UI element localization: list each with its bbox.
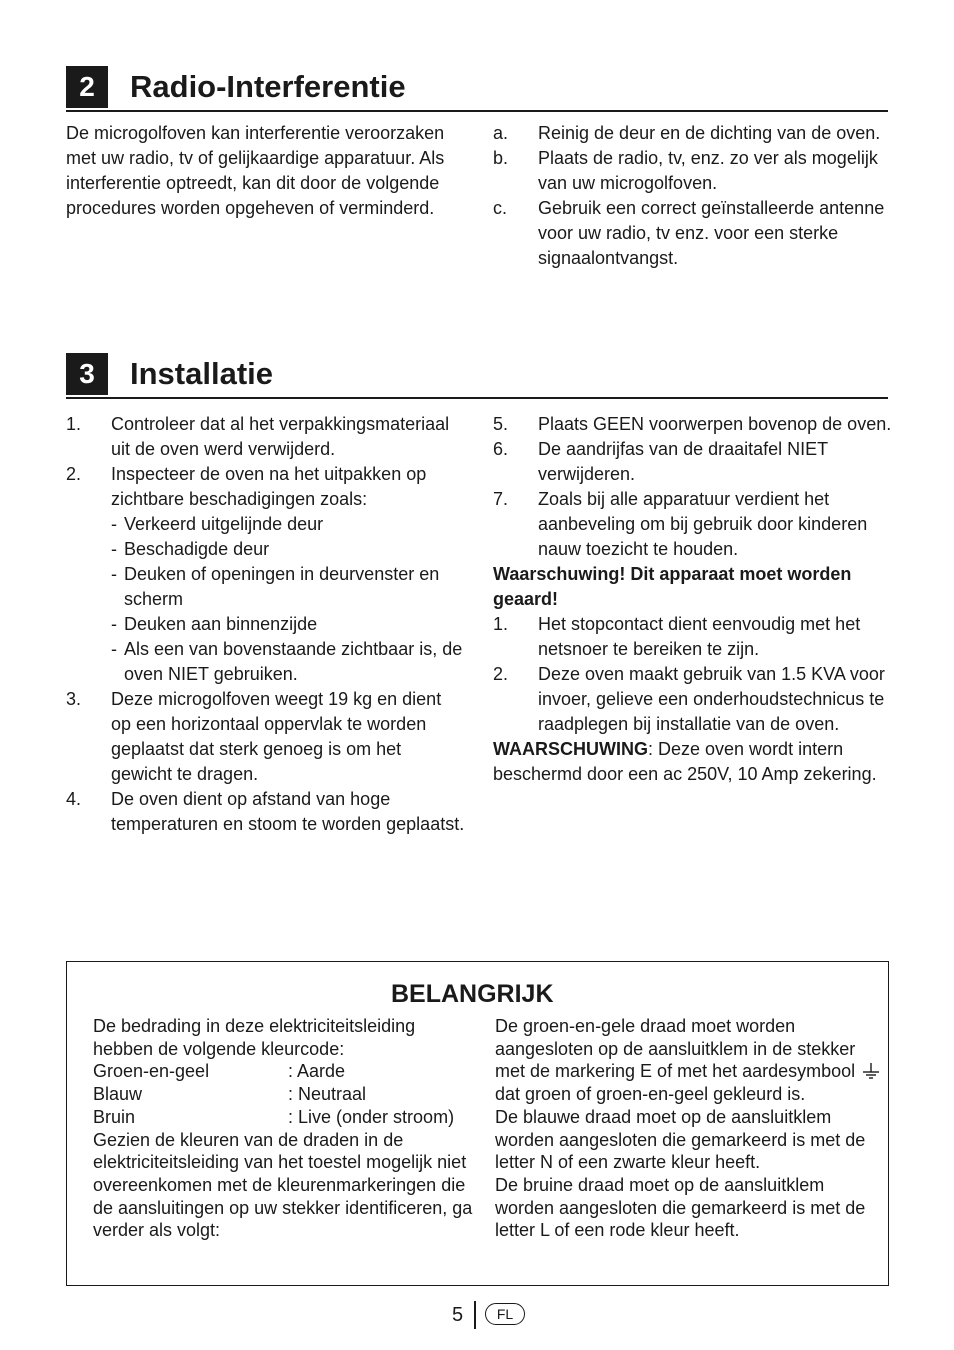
section-2-right-column xyxy=(493,121,893,271)
list-item-marker: 1. xyxy=(66,414,82,434)
wire-meaning: : Live (onder stroom) xyxy=(288,1106,455,1127)
blue-wire-instruction: De blauwe draad moet op de aansluitklem worden aangesloten die gemarkeerd is met de letter N of een zwarte kleur heeft. xyxy=(495,1106,866,1173)
damage-list xyxy=(111,512,466,687)
wiring-outro: Gezien de kleuren van de draden in de elektriciteitsleiding van het toestel mogelijk niet overeenkomen met de kleurenmarkeringen die de aansluitingen op uw stekker identificeren, ga verder als volgt: xyxy=(93,1129,473,1241)
section-2-number: 2 xyxy=(66,66,108,108)
color-code-table xyxy=(93,1060,478,1128)
section-3-number: 3 xyxy=(66,353,108,395)
color-code-row xyxy=(93,1106,478,1129)
green-yellow-text-before: De groen-en-gele draad moet worden aangesloten op de aansluitklem in de stekker met de markering E of met het aardesymbool xyxy=(495,1016,856,1082)
list-item xyxy=(493,662,893,737)
list-item-marker: 5. xyxy=(493,414,509,434)
list-item-text: Reinig de deur en de dichting van de oven. xyxy=(538,123,881,143)
section-2-list xyxy=(493,121,893,271)
page-number: 5 xyxy=(452,1304,464,1326)
important-right-column xyxy=(495,1015,883,1242)
list-item-marker: 7. xyxy=(493,489,509,509)
list-item xyxy=(66,462,466,687)
list-item-text: Deze oven maakt gebruik van 1.5 KVA voor invoer, gelieve een onderhoudstechnicus te raadplegen bij installatie van de oven. xyxy=(538,664,885,734)
earth-ground-icon xyxy=(862,1063,880,1079)
wire-meaning: : Aarde xyxy=(288,1061,346,1082)
section-2-header xyxy=(66,66,888,112)
list-item-text: Controleer dat al het verpakkingsmateriaal uit de oven werd verwijderd. xyxy=(111,414,450,459)
list-item xyxy=(66,687,466,787)
important-title: BELANGRIJK xyxy=(391,980,554,1008)
damage-item xyxy=(111,562,466,612)
list-item xyxy=(493,437,893,487)
list-item xyxy=(493,612,893,662)
list-item-text: De oven dient op afstand van hoge temperaturen en stoom te worden geplaatst. xyxy=(111,789,465,834)
list-item xyxy=(66,787,466,837)
wire-color: Blauw xyxy=(93,1084,143,1105)
wire-meaning: : Neutraal xyxy=(288,1084,367,1105)
grounding-warning-list xyxy=(493,612,893,737)
damage-item-text: Verkeerd uitgelijnde deur xyxy=(124,514,324,534)
brown-wire-instruction: De bruine draad moet op de aansluitklem worden aangesloten die gemarkeerd is met de letter L of een rode kleur heeft. xyxy=(495,1174,866,1241)
fuse-warning xyxy=(493,737,893,787)
section-3-right-column xyxy=(493,412,893,787)
damage-item xyxy=(111,612,466,637)
list-item xyxy=(493,196,893,271)
list-item-marker: 2. xyxy=(66,464,82,484)
dash-marker: - xyxy=(111,639,117,659)
section-2-title: Radio-Interferentie xyxy=(130,69,406,104)
list-item-text: Gebruik een correct geïnstalleerde antenne voor uw radio, tv enz. voor een sterke signaalontvangst. xyxy=(538,198,885,268)
green-yellow-wire-instruction xyxy=(495,1015,883,1106)
list-item-marker: 2. xyxy=(493,664,509,684)
list-item-marker: 6. xyxy=(493,439,509,459)
damage-item-text: Deuken aan binnenzijde xyxy=(124,614,318,634)
footer-divider xyxy=(474,1301,476,1329)
important-box xyxy=(66,961,889,1286)
list-item-text: Zoals bij alle apparatuur verdient het aanbeveling om bij gebruik door kinderen nauw toezicht te houden. xyxy=(538,489,868,559)
color-code-row xyxy=(93,1060,478,1083)
color-code-row xyxy=(93,1083,478,1106)
list-item-text: Het stopcontact dient eenvoudig met het netsnoer te bereiken te zijn. xyxy=(538,614,861,659)
list-item xyxy=(66,412,466,462)
language-badge: FL xyxy=(485,1303,525,1325)
dash-marker: - xyxy=(111,564,117,584)
dash-marker: - xyxy=(111,539,117,559)
green-yellow-text-after: dat groen of groen-en-geel gekleurd is. xyxy=(495,1084,806,1105)
list-item xyxy=(493,121,893,146)
damage-item xyxy=(111,637,466,687)
grounding-warning-heading: Waarschuwing! Dit apparaat moet worden geaard! xyxy=(493,564,852,609)
list-item-marker: 4. xyxy=(66,789,82,809)
list-item-text: Plaats de radio, tv, enz. zo ver als mogelijk van uw microgolfoven. xyxy=(538,148,878,193)
damage-item xyxy=(111,512,466,537)
list-item-marker: a. xyxy=(493,123,509,143)
list-item-text: De aandrijfas van de draaitafel NIET verwijderen. xyxy=(538,439,828,484)
installation-list-left xyxy=(66,412,466,837)
dash-marker: - xyxy=(111,514,117,534)
list-item xyxy=(493,412,893,437)
wire-color: Groen-en-geel xyxy=(93,1061,210,1082)
list-item-marker: 1. xyxy=(493,614,509,634)
section-2-intro: De microgolfoven kan interferentie veroorzaken met uw radio, tv of gelijkaardige apparatuur. Als interferentie optreedt, kan dit door de volgende procedures worden opgeheven of verminderd. xyxy=(66,123,445,218)
list-item xyxy=(493,146,893,196)
dash-marker: - xyxy=(111,614,117,634)
wiring-intro: De bedrading in deze elektriciteitsleiding hebben de volgende kleurcode: xyxy=(93,1016,416,1059)
wire-color: Bruin xyxy=(93,1106,136,1127)
section-2-left-column xyxy=(66,121,466,221)
section-3-header xyxy=(66,353,888,399)
installation-list-right xyxy=(493,412,893,562)
list-item-text: Plaats GEEN voorwerpen bovenop de oven. xyxy=(538,414,892,434)
damage-item-text: Als een van bovenstaande zichtbaar is, de oven NIET gebruiken. xyxy=(124,639,463,684)
important-left-column xyxy=(93,1015,478,1242)
list-item-text: Inspecteer de oven na het uitpakken op zichtbare beschadigingen zoals: xyxy=(111,464,427,509)
fuse-warning-label: WAARSCHUWING xyxy=(493,739,648,759)
damage-item-text: Beschadigde deur xyxy=(124,539,270,559)
fuse-warning-text: : Deze oven wordt intern beschermd door een ac 250V, 10 Amp zekering. xyxy=(493,739,877,784)
list-item-marker: 3. xyxy=(66,689,82,709)
list-item-marker: c. xyxy=(493,198,508,218)
section-3-left-column xyxy=(66,412,466,837)
damage-item-text: Deuken of openingen in deurvenster en scherm xyxy=(124,564,440,609)
list-item-marker: b. xyxy=(493,148,509,168)
damage-item xyxy=(111,537,466,562)
list-item-text: Deze microgolfoven weegt 19 kg en dient op een horizontaal oppervlak te worden geplaatst dat sterk genoeg is om het gewicht te dragen. xyxy=(111,689,442,784)
section-3-title: Installatie xyxy=(130,356,273,391)
list-item xyxy=(493,487,893,562)
